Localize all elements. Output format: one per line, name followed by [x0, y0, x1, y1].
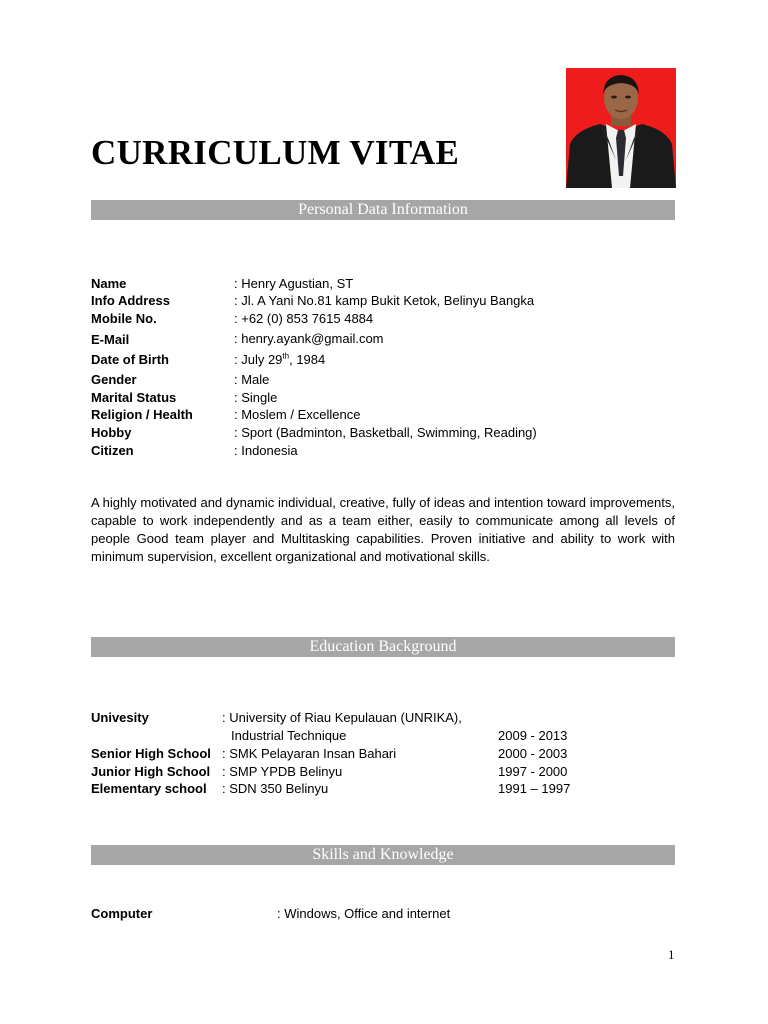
page-number: 1	[668, 947, 675, 962]
education-label: Elementary school	[91, 781, 207, 796]
personal-value: : Jl. A Yani No.81 kamp Bukit Ketok, Belinyu Bangka	[234, 293, 535, 308]
personal-value: : Sport (Badminton, Basketball, Swimming, Reading)	[234, 425, 537, 440]
skill-value: : Windows, Office and internet	[277, 906, 451, 921]
document-title: CURRICULUM VITAE	[91, 133, 460, 172]
section-header-skills: Skills and Knowledge	[91, 845, 675, 865]
education-years: 1991 – 1997	[498, 781, 571, 796]
personal-label: Date of Birth	[91, 352, 169, 367]
personal-value: : Henry Agustian, ST	[234, 276, 354, 291]
education-years: 1997 - 2000	[498, 764, 568, 779]
education-value-cont: Industrial Technique	[231, 728, 347, 743]
profile-photo	[566, 68, 676, 188]
education-value: : SMP YPDB Belinyu	[222, 764, 343, 779]
education-label: Senior High School	[91, 746, 211, 761]
personal-label: Citizen	[91, 443, 134, 458]
person-portrait-icon	[566, 68, 676, 188]
personal-value: : Single	[234, 390, 278, 405]
personal-label: Gender	[91, 372, 137, 387]
personal-label: Hobby	[91, 425, 132, 440]
education-years: 2000 - 2003	[498, 746, 568, 761]
skill-label: Computer	[91, 906, 153, 921]
personal-value: : Moslem / Excellence	[234, 407, 361, 422]
education-value: : University of Riau Kepulauan (UNRIKA),	[222, 710, 462, 725]
personal-value: : +62 (0) 853 7615 4884	[234, 311, 374, 326]
personal-label: E-Mail	[91, 332, 130, 347]
personal-label: Mobile No.	[91, 311, 157, 326]
personal-label: Name	[91, 276, 127, 291]
section-header-education: Education Background	[91, 637, 675, 657]
section-header-personal: Personal Data Information	[91, 200, 675, 220]
personal-label: Religion / Health	[91, 407, 193, 422]
personal-value: : Indonesia	[234, 443, 298, 458]
education-label: Junior High School	[91, 764, 211, 779]
education-label: Univesity	[91, 710, 149, 725]
personal-value: : July 29th, 1984	[234, 351, 326, 367]
education-years: 2009 - 2013	[498, 728, 568, 743]
education-value: : SMK Pelayaran Insan Bahari	[222, 746, 397, 761]
personal-value: : Male	[234, 372, 270, 387]
personal-label: Marital Status	[91, 390, 177, 405]
personal-value: : henry.ayank@gmail.com	[234, 331, 384, 346]
personal-label: Info Address	[91, 293, 170, 308]
education-value: : SDN 350 Belinyu	[222, 781, 329, 796]
profile-summary: A highly motivated and dynamic individual, creative, fully of ideas and intention toward improvements, capable to work independently and as a team either, easily to communicate among all levels of people Good team player and Multitasking capabilities. Proven initiative and ability to work with minimum supervision, excellent organizational and motivational skills.	[91, 495, 675, 564]
